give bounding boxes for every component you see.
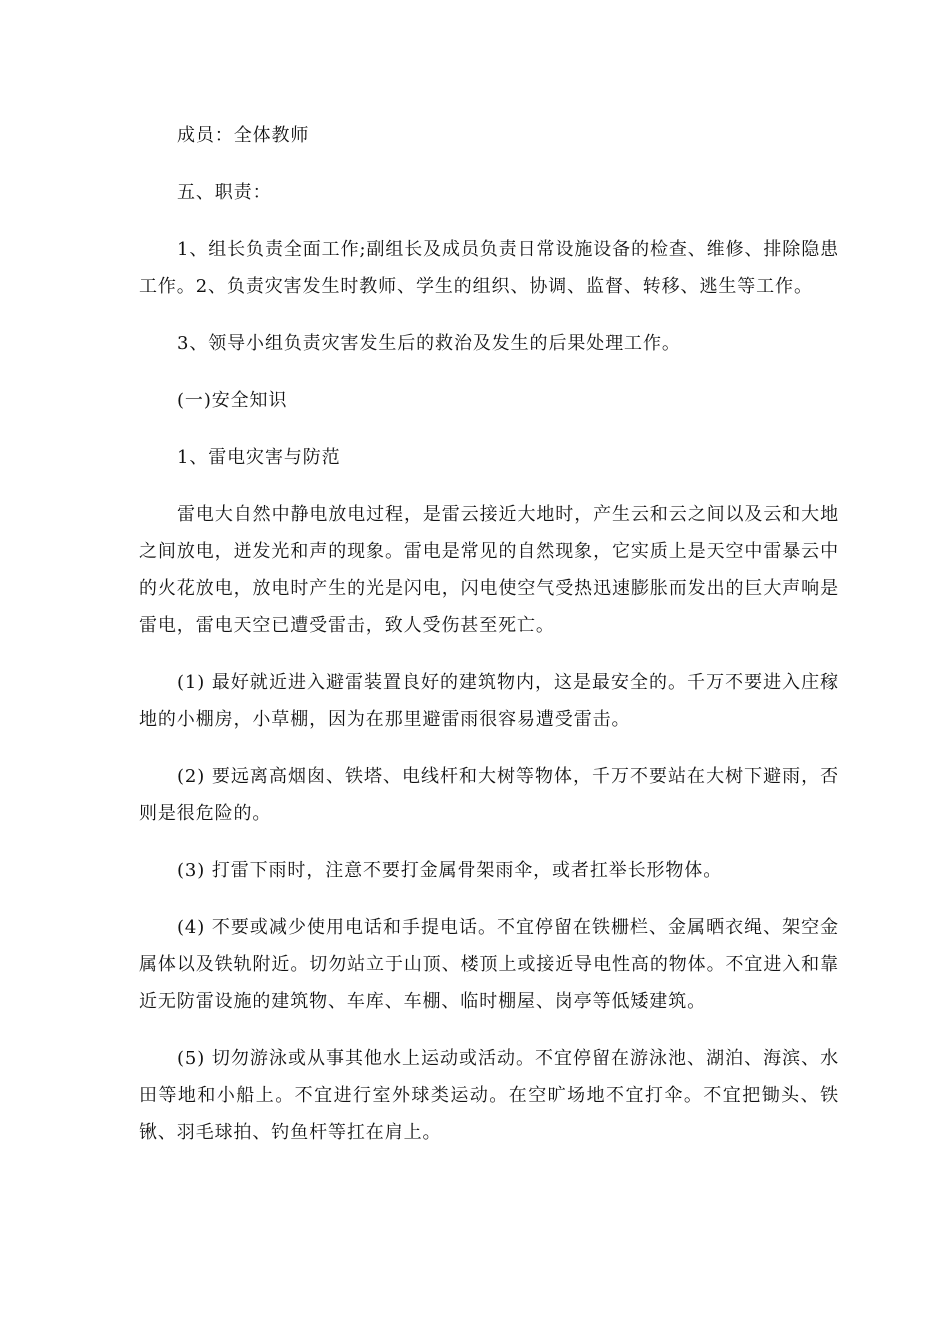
topic-heading-lightning: 1、雷电灾害与防范: [177, 447, 341, 468]
lightning-tip-1: (1) 最好就近进入避雷装置良好的建筑物内，这是最安全的。千万不要进入庄稼地的小棚房，小草棚，因为在那里避雷雨很容易遭受雷击。: [139, 672, 839, 730]
lightning-tip-2: (2) 要远离高烟囱、铁塔、电线杆和大树等物体，千万不要站在大树下避雨，否则是很危险的。: [139, 766, 839, 824]
duty-paragraph-1-2: 1、组长负责全面工作;副组长及成员负责日常设施设备的检查、维修、排除隐患工作。2、负责灾害发生时教师、学生的组织、协调、监督、转移、逃生等工作。: [139, 239, 839, 297]
section-heading-duties: 五、职责：: [177, 182, 272, 203]
lightning-tip-5: (5) 切勿游泳或从事其他水上运动或活动。不宜停留在游泳池、湖泊、海滨、水田等地和小船上。不宜进行室外球类运动。在空旷场地不宜打伞。不宜把锄头、铁锹、羽毛球拍、钓鱼杆等扛在肩上。: [139, 1048, 839, 1143]
lightning-tip-3: (3) 打雷下雨时，注意不要打金属骨架雨伞，或者扛举长形物体。: [177, 860, 723, 881]
members-line: 成员：全体教师: [177, 125, 310, 146]
subsection-heading-safety-knowledge: (一)安全知识: [177, 390, 288, 411]
lightning-description: 雷电大自然中静电放电过程，是雷云接近大地时，产生云和云之间以及云和大地之间放电，迸发光和声的现象。雷电是常见的自然现象，它实质上是天空中雷暴云中的火花放电，放电时产生的光是闪电，闪电使空气受热迅速膨胀而发出的巨大声响是雷电，雷电天空已遭受雷击，致人受伤甚至死亡。: [139, 504, 839, 636]
duty-paragraph-3: 3、领导小组负责灾害发生后的救治及发生的后果处理工作。: [177, 333, 681, 354]
lightning-tip-4: (4) 不要或减少使用电话和手提电话。不宜停留在铁栅栏、金属晒衣绳、架空金属体以及铁轨附近。切勿站立于山顶、楼顶上或接近导电性高的物体。不宜进入和靠近无防雷设施的建筑物、车库、车棚、临时棚屋、岗亭等低矮建筑。: [139, 917, 839, 1012]
document-body: [139, 117, 839, 1171]
